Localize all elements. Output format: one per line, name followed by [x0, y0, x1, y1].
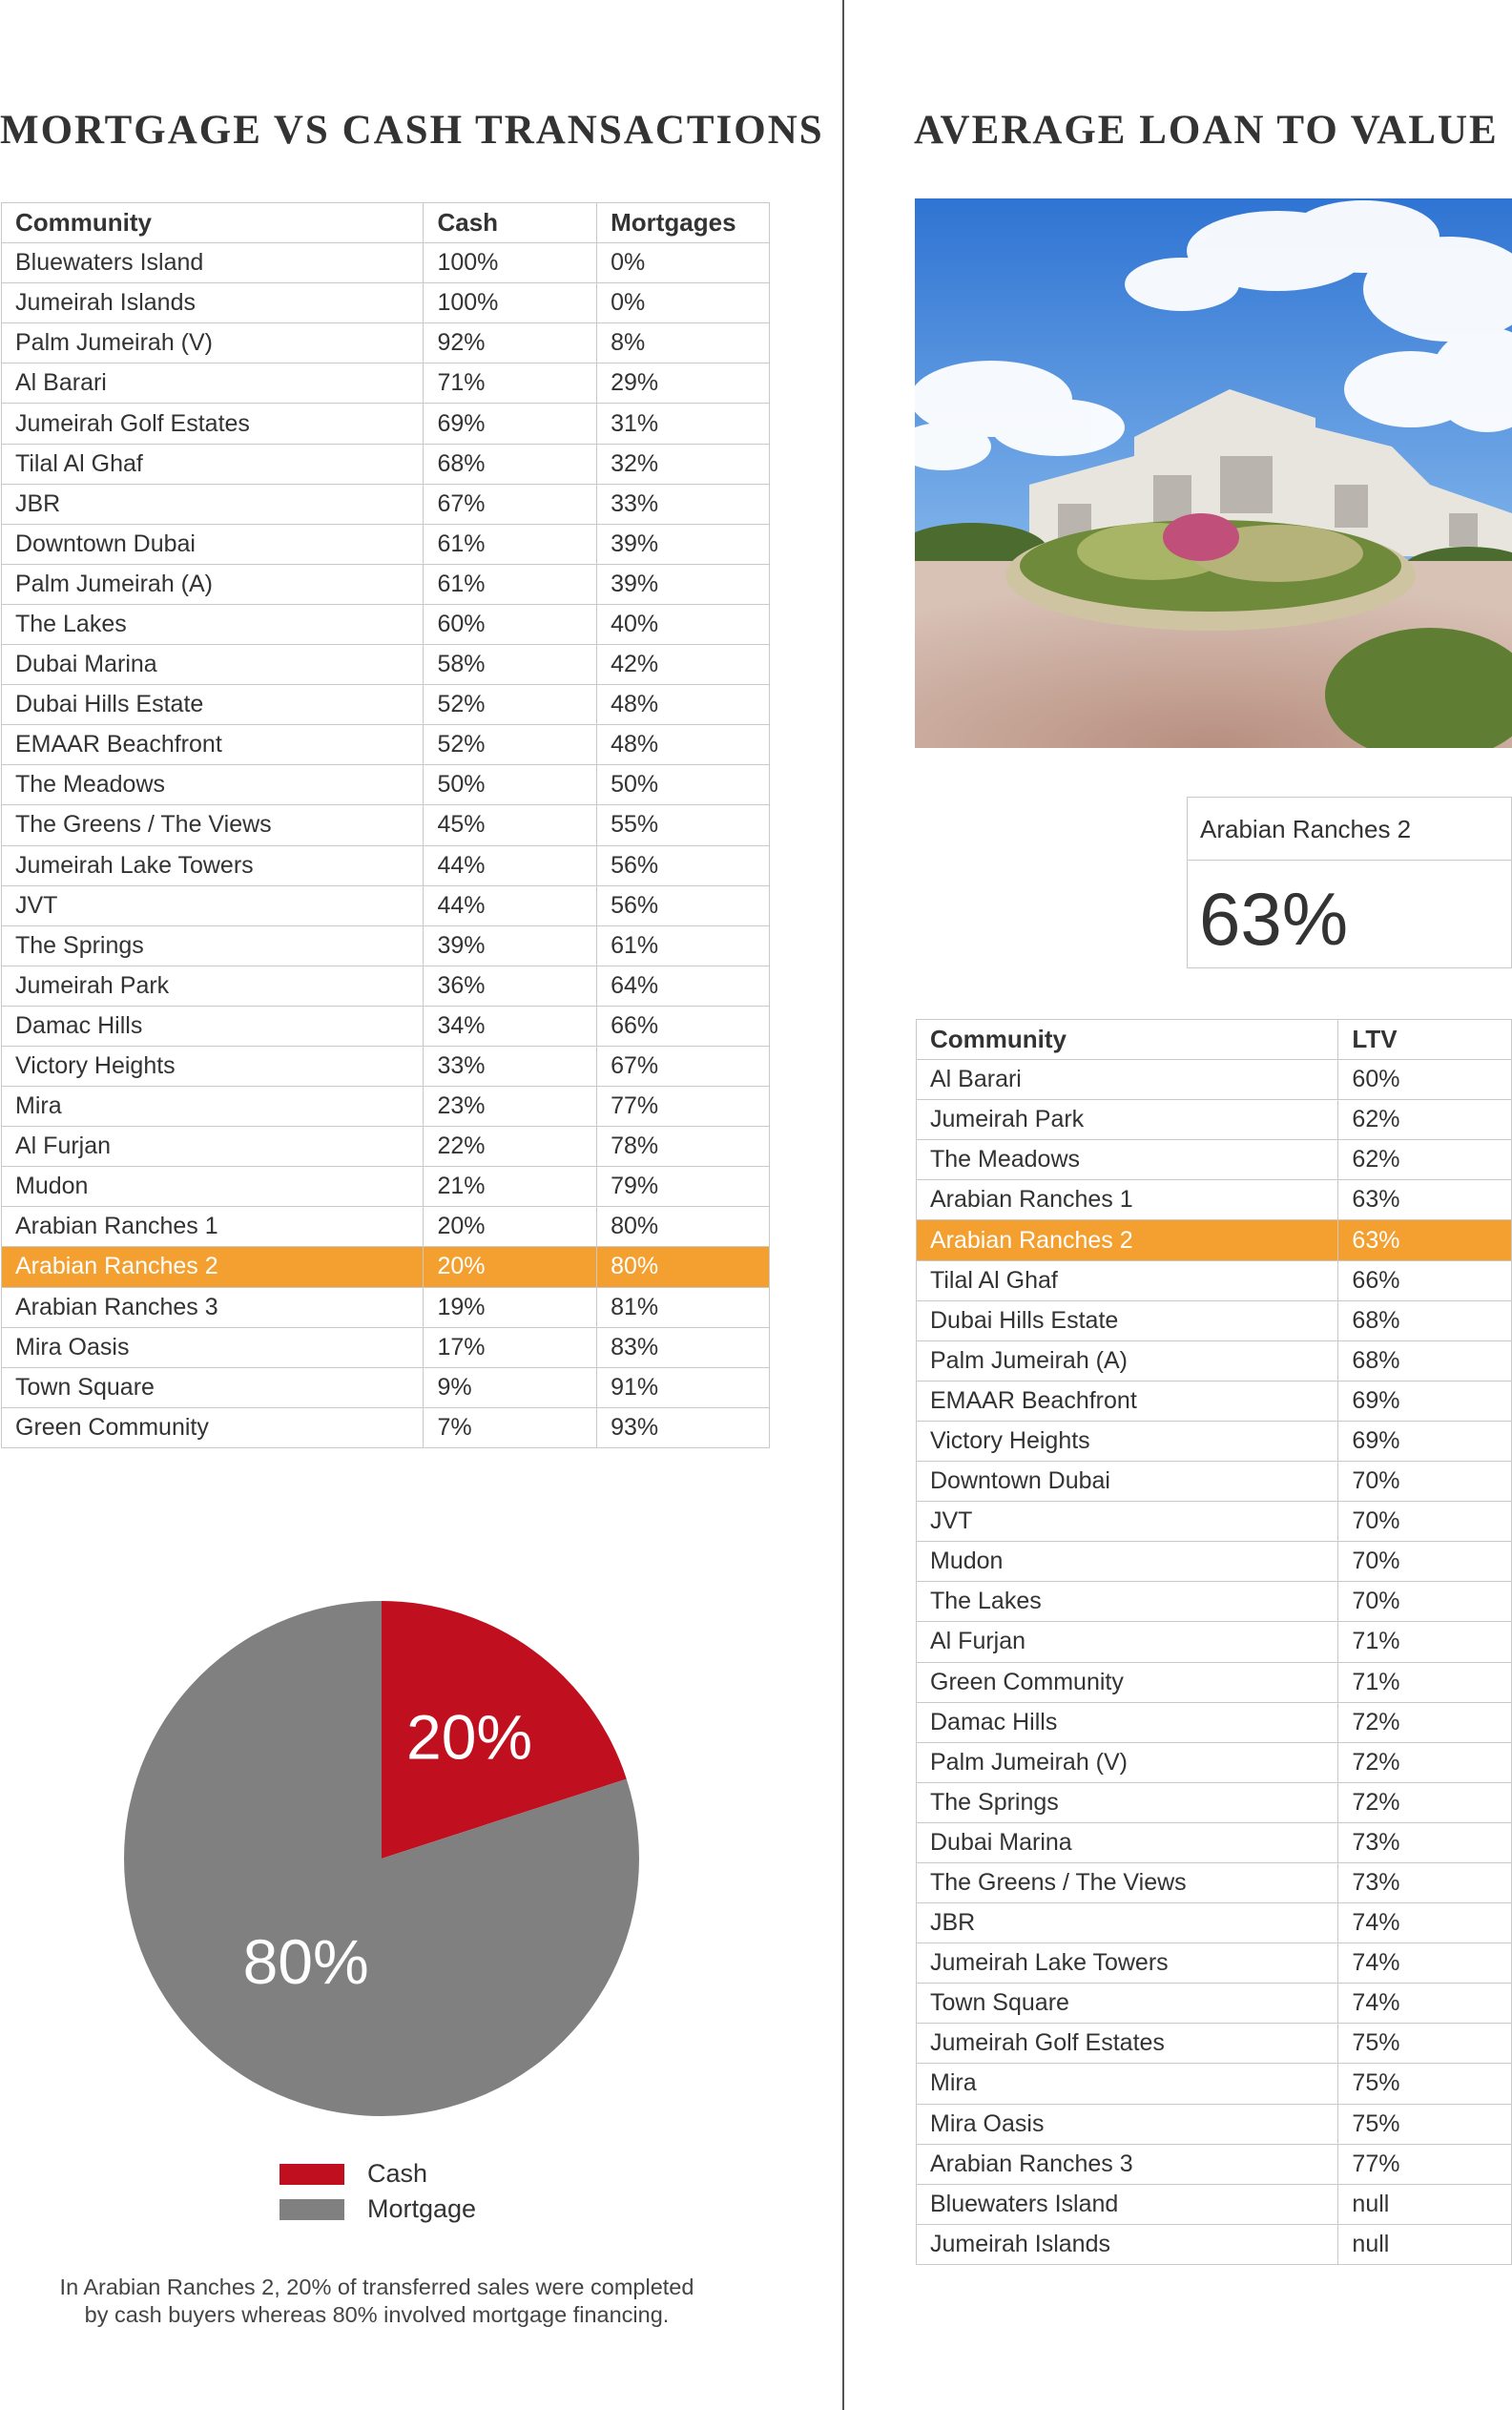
left-table-cell: 71% [424, 364, 597, 404]
left-table-cell: 48% [597, 725, 770, 765]
left-table-cell: 60% [424, 604, 597, 644]
left-table-cell: 100% [424, 283, 597, 323]
left-table-cell: 20% [424, 1247, 597, 1287]
right-table-row [917, 1300, 1512, 1340]
left-table-cell: Arabian Ranches 2 [2, 1247, 424, 1287]
right-table-row [917, 1943, 1512, 1984]
left-table-cell: Jumeirah Lake Towers [2, 845, 424, 885]
average-ltv-heading: AVERAGE LOAN TO VALUE [914, 108, 1499, 153]
right-table-row [917, 1260, 1512, 1300]
left-table-row [2, 1006, 770, 1046]
left-table-cell: 39% [424, 925, 597, 966]
right-table-cell: Al Furjan [917, 1622, 1338, 1662]
right-table-cell: 66% [1338, 1260, 1512, 1300]
left-table-row [2, 243, 770, 283]
left-table-row [2, 645, 770, 685]
left-table-cell: 44% [424, 885, 597, 925]
left-table-cell: 77% [597, 1087, 770, 1127]
pie-legend [280, 2156, 476, 2227]
right-table-cell: Damac Hills [917, 1702, 1338, 1742]
right-table-cell: 70% [1338, 1542, 1512, 1582]
left-table-cell: 29% [597, 364, 770, 404]
left-table-cell: 50% [424, 765, 597, 805]
right-table-cell: Mira [917, 2064, 1338, 2104]
right-table-cell: EMAAR Beachfront [917, 1381, 1338, 1421]
left-table-cell: 79% [597, 1167, 770, 1207]
pie-caption: In Arabian Ranches 2, 20% of transferred sales were completed by cash buyers whereas 80% involved mortgage financing. [59, 2275, 694, 2327]
left-table-cell: 17% [424, 1327, 597, 1367]
left-table-cell: Arabian Ranches 1 [2, 1207, 424, 1247]
right-table-cell: Green Community [917, 1662, 1338, 1702]
townhouse-photo [915, 198, 1512, 748]
right-table-row [917, 1782, 1512, 1822]
left-table-row [2, 1407, 770, 1447]
left-table-cell: 42% [597, 645, 770, 685]
right-table-cell: 68% [1338, 1300, 1512, 1340]
right-table-cell: 70% [1338, 1582, 1512, 1622]
left-table-cell: JVT [2, 885, 424, 925]
right-table-cell: 71% [1338, 1662, 1512, 1702]
left-table-cell: Mira [2, 1087, 424, 1127]
left-table-cell: 56% [597, 885, 770, 925]
left-table-cell: The Greens / The Views [2, 805, 424, 845]
left-table-cell: Jumeirah Park [2, 966, 424, 1006]
left-table-cell: Dubai Marina [2, 645, 424, 685]
left-table-cell: 68% [424, 444, 597, 484]
right-table-cell: 63% [1338, 1180, 1512, 1220]
left-table-row [2, 1327, 770, 1367]
legend-item-mortgage [280, 2192, 476, 2227]
right-table-cell: Dubai Hills Estate [917, 1300, 1338, 1340]
ltv-box-label: Arabian Ranches 2 [1188, 798, 1511, 861]
legend-label-cash: Cash [367, 2159, 428, 2188]
right-table-cell: Jumeirah Lake Towers [917, 1943, 1338, 1984]
right-table-cell: 63% [1338, 1220, 1512, 1260]
right-table-cell: 77% [1338, 2144, 1512, 2184]
left-table-row [2, 1127, 770, 1167]
right-table-cell: Jumeirah Golf Estates [917, 2024, 1338, 2064]
right-header-cell: Community [917, 1020, 1338, 1060]
right-table-row [917, 2064, 1512, 2104]
left-table-cell: 56% [597, 845, 770, 885]
left-table-cell: 69% [424, 404, 597, 444]
right-table-cell: JVT [917, 1502, 1338, 1542]
right-table-row [917, 1502, 1512, 1542]
left-table-cell: 52% [424, 685, 597, 725]
right-table-row [917, 1140, 1512, 1180]
right-table-cell: 74% [1338, 1943, 1512, 1984]
right-table-cell: 72% [1338, 1782, 1512, 1822]
left-table-cell: 36% [424, 966, 597, 1006]
right-table-cell: 75% [1338, 2024, 1512, 2064]
left-table-cell: 52% [424, 725, 597, 765]
left-table-cell: 33% [597, 484, 770, 524]
left-table-row [2, 524, 770, 564]
left-table-cell: 45% [424, 805, 597, 845]
left-table-row [2, 685, 770, 725]
left-table-cell: EMAAR Beachfront [2, 725, 424, 765]
right-table-row [917, 1421, 1512, 1461]
left-table-row [2, 1046, 770, 1086]
right-table-cell: Tilal Al Ghaf [917, 1260, 1338, 1300]
left-table-cell: 31% [597, 404, 770, 444]
right-table-cell: 60% [1338, 1060, 1512, 1100]
left-table-row [2, 444, 770, 484]
left-table-cell: Arabian Ranches 3 [2, 1287, 424, 1327]
left-table-cell: Dubai Hills Estate [2, 685, 424, 725]
left-table-cell: 50% [597, 765, 770, 805]
right-table-cell: Bluewaters Island [917, 2184, 1338, 2224]
right-table-cell: Mudon [917, 1542, 1338, 1582]
left-table-cell: 66% [597, 1006, 770, 1046]
right-table-cell: null [1338, 2184, 1512, 2224]
right-table-cell: Downtown Dubai [917, 1462, 1338, 1502]
right-table-cell: 70% [1338, 1502, 1512, 1542]
left-table-cell: 93% [597, 1407, 770, 1447]
right-table-cell: Arabian Ranches 2 [917, 1220, 1338, 1260]
left-table-cell: 61% [424, 524, 597, 564]
pie-label-mortgage: 80% [242, 1926, 369, 1998]
left-table-cell: Palm Jumeirah (A) [2, 564, 424, 604]
left-table-row [2, 564, 770, 604]
left-table-cell: 91% [597, 1367, 770, 1407]
right-table-row [917, 1381, 1512, 1421]
left-table-row [2, 1167, 770, 1207]
right-table-cell: 70% [1338, 1462, 1512, 1502]
left-table-cell: 67% [424, 484, 597, 524]
left-header-cell: Mortgages [597, 203, 770, 243]
left-table-cell: Al Barari [2, 364, 424, 404]
left-table-cell: 61% [424, 564, 597, 604]
left-table-cell: 40% [597, 604, 770, 644]
left-header-cell: Cash [424, 203, 597, 243]
right-table-cell: Arabian Ranches 3 [917, 2144, 1338, 2184]
right-table-row [917, 1862, 1512, 1902]
left-table-cell: JBR [2, 484, 424, 524]
right-table-cell: The Lakes [917, 1582, 1338, 1622]
left-table-cell: Al Furjan [2, 1127, 424, 1167]
right-table-cell: Arabian Ranches 1 [917, 1180, 1338, 1220]
left-table-cell: 0% [597, 283, 770, 323]
left-table-cell: 0% [597, 243, 770, 283]
arabian-ranches-2-ltv-box [1187, 797, 1512, 968]
right-header-row [917, 1020, 1512, 1060]
left-table-row [2, 805, 770, 845]
right-table-row [917, 2224, 1512, 2264]
right-table-row [917, 1542, 1512, 1582]
pie-label-cash: 20% [405, 1701, 533, 1773]
left-table-row [2, 725, 770, 765]
ltv-box-value: 63% [1199, 877, 1349, 961]
left-header-row [2, 203, 770, 243]
right-table-row [917, 1340, 1512, 1381]
left-table-cell: 7% [424, 1407, 597, 1447]
right-header-cell: LTV [1338, 1020, 1512, 1060]
right-table-cell: The Greens / The Views [917, 1862, 1338, 1902]
right-table-row [917, 1742, 1512, 1782]
right-table-cell: The Springs [917, 1782, 1338, 1822]
right-table-cell: Palm Jumeirah (V) [917, 1742, 1338, 1782]
right-table-cell: 72% [1338, 1742, 1512, 1782]
right-table-cell: Dubai Marina [917, 1822, 1338, 1862]
legend-label-mortgage: Mortgage [367, 2194, 477, 2223]
left-table-row [2, 1287, 770, 1327]
left-table-cell: 23% [424, 1087, 597, 1127]
left-table-cell: 8% [597, 323, 770, 364]
left-table-cell: 78% [597, 1127, 770, 1167]
left-table-cell: 19% [424, 1287, 597, 1327]
right-table-row [917, 1822, 1512, 1862]
left-table-row [2, 364, 770, 404]
right-table-cell: Town Square [917, 1984, 1338, 2024]
left-table-row [2, 966, 770, 1006]
left-table-cell: Mira Oasis [2, 1327, 424, 1367]
left-table-row [2, 925, 770, 966]
left-table-cell: 39% [597, 564, 770, 604]
right-table-row [917, 1662, 1512, 1702]
right-table-cell: Palm Jumeirah (A) [917, 1340, 1338, 1381]
right-table-cell: 69% [1338, 1381, 1512, 1421]
right-table-row [917, 1702, 1512, 1742]
left-table-cell: Damac Hills [2, 1006, 424, 1046]
left-table-row [2, 404, 770, 444]
column-divider [842, 0, 844, 2410]
legend-swatch-mortgage [280, 2199, 344, 2220]
right-table-cell: 74% [1338, 1984, 1512, 2024]
left-table-row [2, 885, 770, 925]
mortgage-cash-table [1, 202, 770, 1448]
right-table-cell: 72% [1338, 1702, 1512, 1742]
right-table-cell: Mira Oasis [917, 2104, 1338, 2144]
right-table-cell: 71% [1338, 1622, 1512, 1662]
right-table-cell: 69% [1338, 1421, 1512, 1461]
left-table-cell: 81% [597, 1287, 770, 1327]
left-table-cell: Mudon [2, 1167, 424, 1207]
left-table-cell: The Lakes [2, 604, 424, 644]
left-table-cell: Bluewaters Island [2, 243, 424, 283]
mortgage-vs-cash-heading: MORTGAGE VS CASH TRANSACTIONS [0, 108, 824, 153]
left-table-cell: Palm Jumeirah (V) [2, 323, 424, 364]
left-table-cell: 61% [597, 925, 770, 966]
left-table-row [2, 323, 770, 364]
right-table-cell: 75% [1338, 2064, 1512, 2104]
left-table-cell: 92% [424, 323, 597, 364]
left-table-cell: 32% [597, 444, 770, 484]
right-table-cell: null [1338, 2224, 1512, 2264]
right-table-cell: 74% [1338, 1903, 1512, 1943]
right-table-cell: The Meadows [917, 1140, 1338, 1180]
left-table-row [2, 604, 770, 644]
left-table-cell: Victory Heights [2, 1046, 424, 1086]
right-table-row [917, 1903, 1512, 1943]
left-table-cell: The Meadows [2, 765, 424, 805]
left-table-cell: 58% [424, 645, 597, 685]
left-table-cell: Jumeirah Golf Estates [2, 404, 424, 444]
right-table-cell: 62% [1338, 1140, 1512, 1180]
left-table-cell: 20% [424, 1207, 597, 1247]
right-table-row [917, 2144, 1512, 2184]
legend-item-cash [280, 2156, 476, 2192]
left-table-cell: 67% [597, 1046, 770, 1086]
left-table-cell: 39% [597, 524, 770, 564]
left-table-cell: Green Community [2, 1407, 424, 1447]
right-table-row [917, 1220, 1512, 1260]
left-table-row [2, 283, 770, 323]
right-table-cell: Victory Heights [917, 1421, 1338, 1461]
left-table-cell: 80% [597, 1247, 770, 1287]
left-table-cell: Town Square [2, 1367, 424, 1407]
left-table-cell: The Springs [2, 925, 424, 966]
ltv-table [916, 1019, 1512, 2265]
right-table-cell: 73% [1338, 1862, 1512, 1902]
cash-mortgage-pie-chart [0, 1584, 763, 2118]
right-table-row [917, 1060, 1512, 1100]
left-table-cell: 55% [597, 805, 770, 845]
right-table-row [917, 1582, 1512, 1622]
left-table-cell: Downtown Dubai [2, 524, 424, 564]
left-table-cell: Tilal Al Ghaf [2, 444, 424, 484]
right-table-cell: JBR [917, 1903, 1338, 1943]
left-table-cell: 80% [597, 1207, 770, 1247]
left-table-cell: 83% [597, 1327, 770, 1367]
left-table-cell: 48% [597, 685, 770, 725]
right-table-row [917, 2024, 1512, 2064]
left-table-row [2, 1367, 770, 1407]
legend-swatch-cash [280, 2164, 344, 2185]
right-table-cell: Jumeirah Park [917, 1100, 1338, 1140]
left-table-row [2, 1207, 770, 1247]
left-table-cell: 100% [424, 243, 597, 283]
left-table-row [2, 1247, 770, 1287]
right-table-row [917, 2104, 1512, 2144]
right-table-row [917, 1984, 1512, 2024]
left-table-row [2, 845, 770, 885]
right-table-cell: Al Barari [917, 1060, 1338, 1100]
left-table-cell: 44% [424, 845, 597, 885]
left-table-row [2, 765, 770, 805]
right-table-row [917, 1622, 1512, 1662]
right-table-row [917, 1180, 1512, 1220]
right-table-cell: 73% [1338, 1822, 1512, 1862]
right-table-cell: 75% [1338, 2104, 1512, 2144]
right-table-row [917, 1462, 1512, 1502]
left-table-cell: 22% [424, 1127, 597, 1167]
left-table-cell: Jumeirah Islands [2, 283, 424, 323]
left-table-cell: 33% [424, 1046, 597, 1086]
left-table-row [2, 484, 770, 524]
left-header-cell: Community [2, 203, 424, 243]
left-table-cell: 64% [597, 966, 770, 1006]
right-table-row [917, 2184, 1512, 2224]
right-table-cell: 68% [1338, 1340, 1512, 1381]
left-table-cell: 9% [424, 1367, 597, 1407]
left-table-cell: 34% [424, 1006, 597, 1046]
left-table-cell: 21% [424, 1167, 597, 1207]
right-table-cell: Jumeirah Islands [917, 2224, 1338, 2264]
left-table-row [2, 1087, 770, 1127]
right-table-cell: 62% [1338, 1100, 1512, 1140]
right-table-row [917, 1100, 1512, 1140]
